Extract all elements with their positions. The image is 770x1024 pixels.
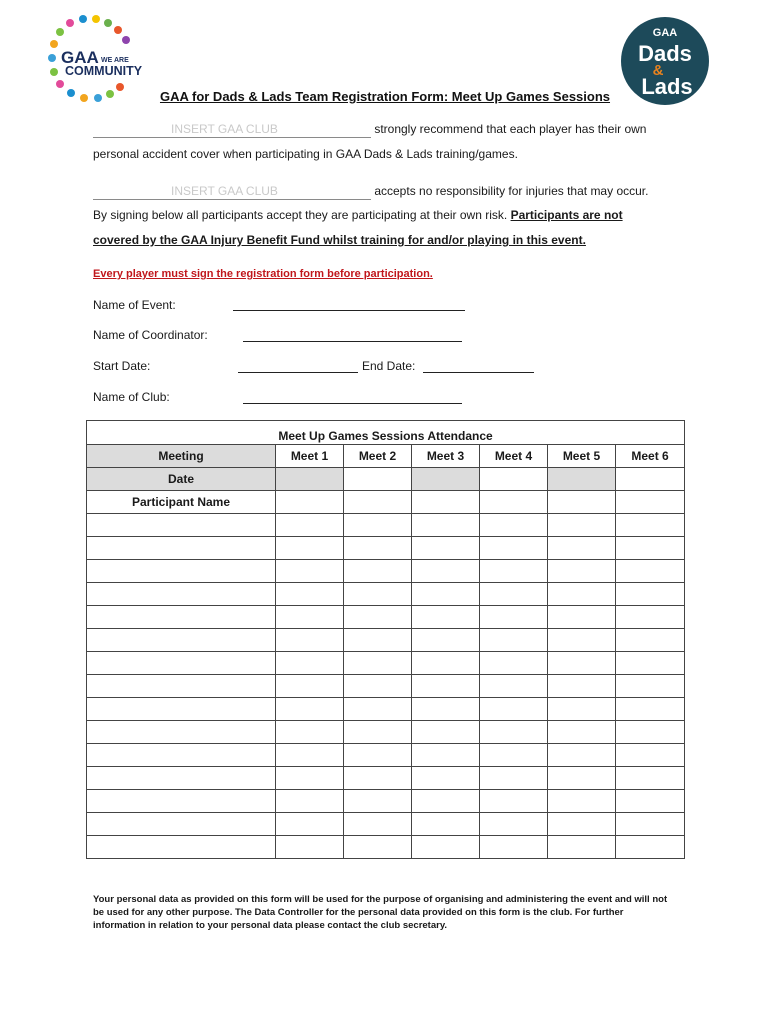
- club-name-blank-1[interactable]: [93, 121, 371, 138]
- date-row: [87, 468, 685, 491]
- date-label: Date: [87, 468, 276, 491]
- participant-name-cell[interactable]: [87, 629, 276, 652]
- table-row: [87, 813, 685, 836]
- responsibility-text: accepts no responsibility for injuries that may occur.: [371, 184, 649, 198]
- meet-6-header: Meet 6: [616, 445, 685, 468]
- club-name-blank-2[interactable]: [93, 183, 371, 200]
- table-row: [87, 537, 685, 560]
- participant-name-cell[interactable]: [87, 560, 276, 583]
- attendance-cell[interactable]: [412, 744, 480, 767]
- attendance-cell[interactable]: [616, 813, 685, 836]
- attendance-cell[interactable]: [344, 629, 412, 652]
- participant-name-cell[interactable]: [87, 744, 276, 767]
- participant-name-cell[interactable]: [87, 836, 276, 859]
- date-cell[interactable]: [276, 468, 344, 491]
- club-name-field[interactable]: [243, 389, 462, 404]
- attendance-cell[interactable]: [412, 813, 480, 836]
- table-row: [87, 583, 685, 606]
- coordinator-name-field[interactable]: [243, 327, 462, 342]
- table-row: [87, 767, 685, 790]
- attendance-cell[interactable]: [480, 629, 548, 652]
- participant-name-cell[interactable]: [87, 813, 276, 836]
- attendance-table: [86, 420, 685, 859]
- attendance-cell[interactable]: [616, 491, 685, 514]
- responsibility-paragraph: [93, 183, 683, 200]
- start-date-field[interactable]: [238, 358, 358, 373]
- attendance-cell[interactable]: [616, 790, 685, 813]
- attendance-cell[interactable]: [276, 744, 344, 767]
- attendance-cell[interactable]: [616, 606, 685, 629]
- attendance-cell[interactable]: [480, 583, 548, 606]
- table-row: [87, 721, 685, 744]
- data-protection-notice: Your personal data as provided on this form will be used for the purpose of organising and administering the event and will not be used for any other purpose. The Data Controller for the personal data provided on this form is the club. For further information in relation to your personal data please contact the club secretary.: [93, 894, 668, 931]
- attendance-cell[interactable]: [276, 813, 344, 836]
- attendance-cell[interactable]: [616, 675, 685, 698]
- date-cell[interactable]: [480, 468, 548, 491]
- svg-text:&: &: [652, 62, 664, 79]
- svg-text:Lads: Lads: [641, 74, 693, 99]
- attendance-cell[interactable]: [480, 721, 548, 744]
- attendance-cell[interactable]: [276, 721, 344, 744]
- attendance-cell[interactable]: [344, 560, 412, 583]
- meet-1-header: Meet 1: [276, 445, 344, 468]
- participant-name-cell[interactable]: [87, 537, 276, 560]
- attendance-cell[interactable]: [276, 606, 344, 629]
- attendance-cell[interactable]: [480, 652, 548, 675]
- attendance-cell[interactable]: [480, 698, 548, 721]
- svg-text:Dads: Dads: [638, 41, 692, 66]
- coordinator-label: Name of Coordinator:: [93, 328, 208, 342]
- attendance-cell[interactable]: [548, 629, 616, 652]
- attendance-cell[interactable]: [616, 836, 685, 859]
- attendance-cell[interactable]: [344, 744, 412, 767]
- attendance-cell[interactable]: [548, 813, 616, 836]
- not-covered-text-1: Participants are not: [510, 208, 623, 222]
- attendance-cell[interactable]: [616, 721, 685, 744]
- form-title: GAA for Dads & Lads Team Registration Form: Meet Up Games Sessions: [159, 89, 611, 104]
- attendance-cell[interactable]: [548, 836, 616, 859]
- attendance-cell[interactable]: [344, 836, 412, 859]
- attendance-cell[interactable]: [412, 836, 480, 859]
- attendance-cell[interactable]: [616, 560, 685, 583]
- table-row: [87, 675, 685, 698]
- attendance-cell[interactable]: [412, 514, 480, 537]
- svg-text:COMMUNITY: COMMUNITY: [65, 64, 143, 78]
- attendance-cell[interactable]: [412, 560, 480, 583]
- end-date-label: End Date:: [362, 359, 416, 373]
- attendance-cell[interactable]: [276, 836, 344, 859]
- attendance-cell[interactable]: [344, 698, 412, 721]
- participant-name-cell[interactable]: [87, 767, 276, 790]
- date-cell[interactable]: [616, 468, 685, 491]
- attendance-cell[interactable]: [276, 491, 344, 514]
- attendance-cell[interactable]: [548, 537, 616, 560]
- table-row: [87, 606, 685, 629]
- attendance-cell[interactable]: [480, 836, 548, 859]
- attendance-cell[interactable]: [344, 606, 412, 629]
- participant-name-cell[interactable]: [87, 606, 276, 629]
- attendance-cell[interactable]: [412, 698, 480, 721]
- club-label: Name of Club:: [93, 390, 170, 404]
- participant-name-cell[interactable]: [87, 652, 276, 675]
- table-row: [87, 744, 685, 767]
- meeting-label: Meeting: [87, 445, 276, 468]
- attendance-cell[interactable]: [344, 583, 412, 606]
- participant-name-cell[interactable]: [87, 721, 276, 744]
- meet-5-header: Meet 5: [548, 445, 616, 468]
- attendance-cell[interactable]: [276, 629, 344, 652]
- club-placeholder: INSERT GAA CLUB: [171, 184, 278, 198]
- participant-header-row: [87, 491, 685, 514]
- attendance-cell[interactable]: [276, 790, 344, 813]
- event-name-field[interactable]: [233, 296, 465, 311]
- attendance-cell[interactable]: [480, 491, 548, 514]
- attendance-cell[interactable]: [412, 583, 480, 606]
- attendance-cell[interactable]: [616, 767, 685, 790]
- attendance-cell[interactable]: [276, 698, 344, 721]
- attendance-cell[interactable]: [480, 606, 548, 629]
- meet-4-header: Meet 4: [480, 445, 548, 468]
- attendance-cell[interactable]: [480, 560, 548, 583]
- attendance-cell[interactable]: [412, 491, 480, 514]
- club-placeholder: INSERT GAA CLUB: [171, 122, 278, 136]
- attendance-cell[interactable]: [344, 675, 412, 698]
- attendance-cell[interactable]: [548, 744, 616, 767]
- svg-text:GAA: GAA: [61, 48, 99, 67]
- end-date-field[interactable]: [423, 358, 534, 373]
- participant-rows: [87, 514, 685, 859]
- attendance-cell[interactable]: [480, 537, 548, 560]
- not-covered-text-2: covered by the GAA Injury Benefit Fund whilst training for and/or playing in this event.: [93, 233, 586, 247]
- attendance-cell[interactable]: [480, 813, 548, 836]
- recommend-paragraph: [93, 121, 683, 138]
- attendance-cell[interactable]: [480, 744, 548, 767]
- risk-line: [93, 207, 683, 223]
- attendance-cell[interactable]: [412, 721, 480, 744]
- attendance-cell[interactable]: [412, 629, 480, 652]
- participant-name-cell[interactable]: [87, 675, 276, 698]
- attendance-cell[interactable]: [344, 652, 412, 675]
- attendance-cell[interactable]: [276, 514, 344, 537]
- attendance-cell[interactable]: [344, 813, 412, 836]
- attendance-cell[interactable]: [276, 652, 344, 675]
- attendance-cell[interactable]: [412, 675, 480, 698]
- attendance-cell[interactable]: [344, 514, 412, 537]
- table-row: [87, 514, 685, 537]
- attendance-cell[interactable]: [276, 583, 344, 606]
- attendance-cell[interactable]: [412, 790, 480, 813]
- attendance-cell[interactable]: [548, 767, 616, 790]
- attendance-cell[interactable]: [548, 698, 616, 721]
- attendance-cell[interactable]: [548, 514, 616, 537]
- table-row: [87, 698, 685, 721]
- participant-name-cell[interactable]: [87, 583, 276, 606]
- attendance-cell[interactable]: [276, 767, 344, 790]
- attendance-cell[interactable]: [548, 721, 616, 744]
- participant-name-cell[interactable]: [87, 790, 276, 813]
- attendance-cell[interactable]: [344, 767, 412, 790]
- attendance-cell[interactable]: [548, 675, 616, 698]
- attendance-cell[interactable]: [412, 767, 480, 790]
- attendance-cell[interactable]: [412, 652, 480, 675]
- attendance-cell[interactable]: [344, 790, 412, 813]
- table-caption: Meet Up Games Sessions Attendance: [87, 421, 685, 445]
- attendance-cell[interactable]: [616, 629, 685, 652]
- svg-text:WE ARE: WE ARE: [101, 57, 129, 64]
- attendance-cell[interactable]: [616, 537, 685, 560]
- attendance-cell[interactable]: [480, 767, 548, 790]
- attendance-cell[interactable]: [276, 560, 344, 583]
- attendance-cell[interactable]: [616, 698, 685, 721]
- attendance-cell[interactable]: [616, 583, 685, 606]
- date-cell[interactable]: [412, 468, 480, 491]
- date-cell[interactable]: [344, 468, 412, 491]
- recommend-text: strongly recommend that each player has their own: [371, 122, 647, 136]
- attendance-cell[interactable]: [548, 491, 616, 514]
- table-row: [87, 836, 685, 859]
- attendance-cell[interactable]: [480, 675, 548, 698]
- attendance-cell[interactable]: [616, 514, 685, 537]
- attendance-cell[interactable]: [344, 491, 412, 514]
- attendance-cell[interactable]: [480, 790, 548, 813]
- date-cell[interactable]: [548, 468, 616, 491]
- table-row: [87, 560, 685, 583]
- attendance-cell[interactable]: [412, 537, 480, 560]
- attendance-cell[interactable]: [548, 606, 616, 629]
- table-row: [87, 629, 685, 652]
- attendance-cell[interactable]: [344, 721, 412, 744]
- participant-name-cell[interactable]: [87, 698, 276, 721]
- attendance-cell[interactable]: [276, 675, 344, 698]
- event-label: Name of Event:: [93, 298, 176, 312]
- svg-text:GAA: GAA: [652, 27, 678, 39]
- attendance-cell[interactable]: [616, 744, 685, 767]
- attendance-cell[interactable]: [480, 514, 548, 537]
- start-date-label: Start Date:: [93, 359, 151, 373]
- recommend-line2: personal accident cover when participating in GAA Dads & Lads training/games.: [93, 147, 518, 161]
- attendance-cell[interactable]: [276, 537, 344, 560]
- risk-text: By signing below all participants accept they are participating at their own risk.: [93, 208, 508, 222]
- attendance-cell[interactable]: [412, 606, 480, 629]
- attendance-cell[interactable]: [548, 560, 616, 583]
- attendance-cell[interactable]: [548, 583, 616, 606]
- signature-warning: Every player must sign the registration form before participation.: [93, 268, 433, 280]
- participant-name-label: Participant Name: [87, 491, 276, 514]
- attendance-cell[interactable]: [616, 652, 685, 675]
- meet-3-header: Meet 3: [412, 445, 480, 468]
- meet-2-header: Meet 2: [344, 445, 412, 468]
- attendance-cell[interactable]: [548, 652, 616, 675]
- table-row: [87, 652, 685, 675]
- participant-name-cell[interactable]: [87, 514, 276, 537]
- attendance-cell[interactable]: [548, 790, 616, 813]
- attendance-cell[interactable]: [344, 537, 412, 560]
- table-row: [87, 790, 685, 813]
